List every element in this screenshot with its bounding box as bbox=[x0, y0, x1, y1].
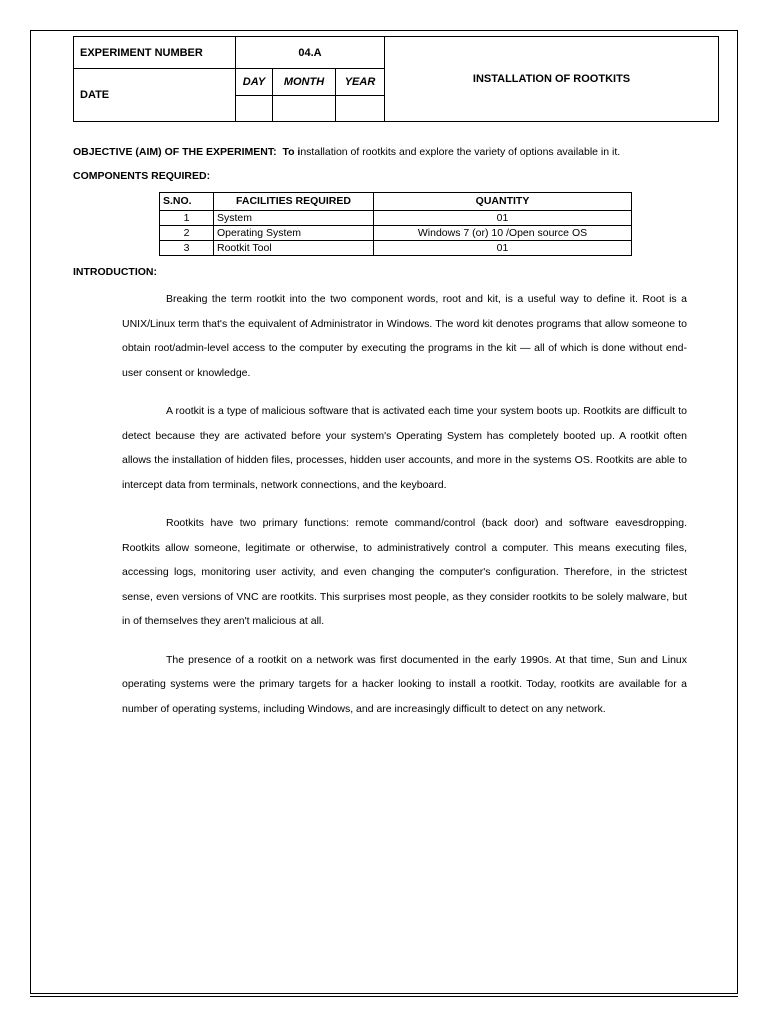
intro-paragraph-4: The presence of a rootkit on a network was first documented in the early 1990s. At that time, Sun and Linux operating systems were the primary targets for a hacker looking to install a rootkit. Today, rootkits are available for a number of operating systems, including Windows, and are increasingly difficult to detect on any network. bbox=[122, 653, 687, 715]
row-facility: Operating System bbox=[214, 226, 374, 241]
column-header-facilities: FACILITIES REQUIRED bbox=[214, 193, 374, 211]
row-facility: System bbox=[214, 211, 374, 226]
table-row bbox=[160, 241, 632, 256]
table-row bbox=[160, 226, 632, 241]
components-header-row bbox=[160, 193, 632, 211]
intro-paragraph-1: Breaking the term rootkit into the two component words, root and kit, is a useful way to define it. Root is a UNIX/Linux term that's the equivalent of Administrator in Windows. The word kit denotes programs that allow someone to obtain root/admin-level access to the computer by executing the programs in the kit — all of which is done without end-user consent or knowledge. bbox=[122, 293, 687, 379]
row-quantity: Windows 7 (or) 10 /Open source OS bbox=[374, 226, 632, 241]
table-row bbox=[160, 211, 632, 226]
experiment-title: INSTALLATION OF ROOTKITS bbox=[385, 37, 719, 122]
row-facility: Rootkit Tool bbox=[214, 241, 374, 256]
row-sno: 2 bbox=[160, 226, 214, 241]
intro-paragraph-2: A rootkit is a type of malicious software that is activated each time your system boots up. Rootkits are difficult to detect because they are activated before your system's Operating System has completely booted up. A rootkit often allows the installation of hidden files, processes, hidden user accounts, and more in the systems OS. Rootkits are able to intercept data from terminals, network connections, and the keyboard. bbox=[122, 405, 687, 491]
intro-paragraph-3: Rootkits have two primary functions: remote command/control (back door) and software eavesdropping. Rootkits allow someone, legitimate or otherwise, to administratively control a computer. This means executing files, accessing logs, monitoring user activity, and even changing the computer's configuration. Therefore, in the strictest sense, even versions of VNC are rootkits. This surprises most people, as they consider rootkits to be solely malware, but in of themselves they aren't malicious at all. bbox=[122, 517, 687, 627]
day-label: DAY bbox=[236, 69, 273, 96]
row-sno: 3 bbox=[160, 241, 214, 256]
components-table bbox=[159, 192, 632, 256]
year-label: YEAR bbox=[336, 69, 385, 96]
year-value-cell bbox=[336, 96, 385, 122]
introduction-body bbox=[122, 287, 687, 735]
objective-line bbox=[73, 146, 620, 158]
objective-lead: To i bbox=[282, 146, 301, 158]
page-border-bottom-rule bbox=[30, 996, 738, 997]
day-value-cell bbox=[236, 96, 273, 122]
row-quantity: 01 bbox=[374, 211, 632, 226]
row-sno: 1 bbox=[160, 211, 214, 226]
column-header-sno: S.NO. bbox=[160, 193, 214, 211]
objective-text: nstallation of rootkits and explore the variety of options available in it. bbox=[300, 146, 621, 158]
introduction-label: INTRODUCTION: bbox=[73, 266, 157, 278]
column-header-quantity: QUANTITY bbox=[374, 193, 632, 211]
objective-label: OBJECTIVE (AIM) OF THE EXPERIMENT: bbox=[73, 146, 277, 158]
components-label: COMPONENTS REQUIRED: bbox=[73, 170, 211, 182]
month-label: MONTH bbox=[273, 69, 336, 96]
row-quantity: 01 bbox=[374, 241, 632, 256]
experiment-header-table bbox=[73, 36, 719, 122]
experiment-number-label: EXPERIMENT NUMBER bbox=[74, 37, 236, 69]
date-label: DATE bbox=[74, 69, 236, 122]
month-value-cell bbox=[273, 96, 336, 122]
experiment-number-value: 04.A bbox=[236, 37, 385, 69]
